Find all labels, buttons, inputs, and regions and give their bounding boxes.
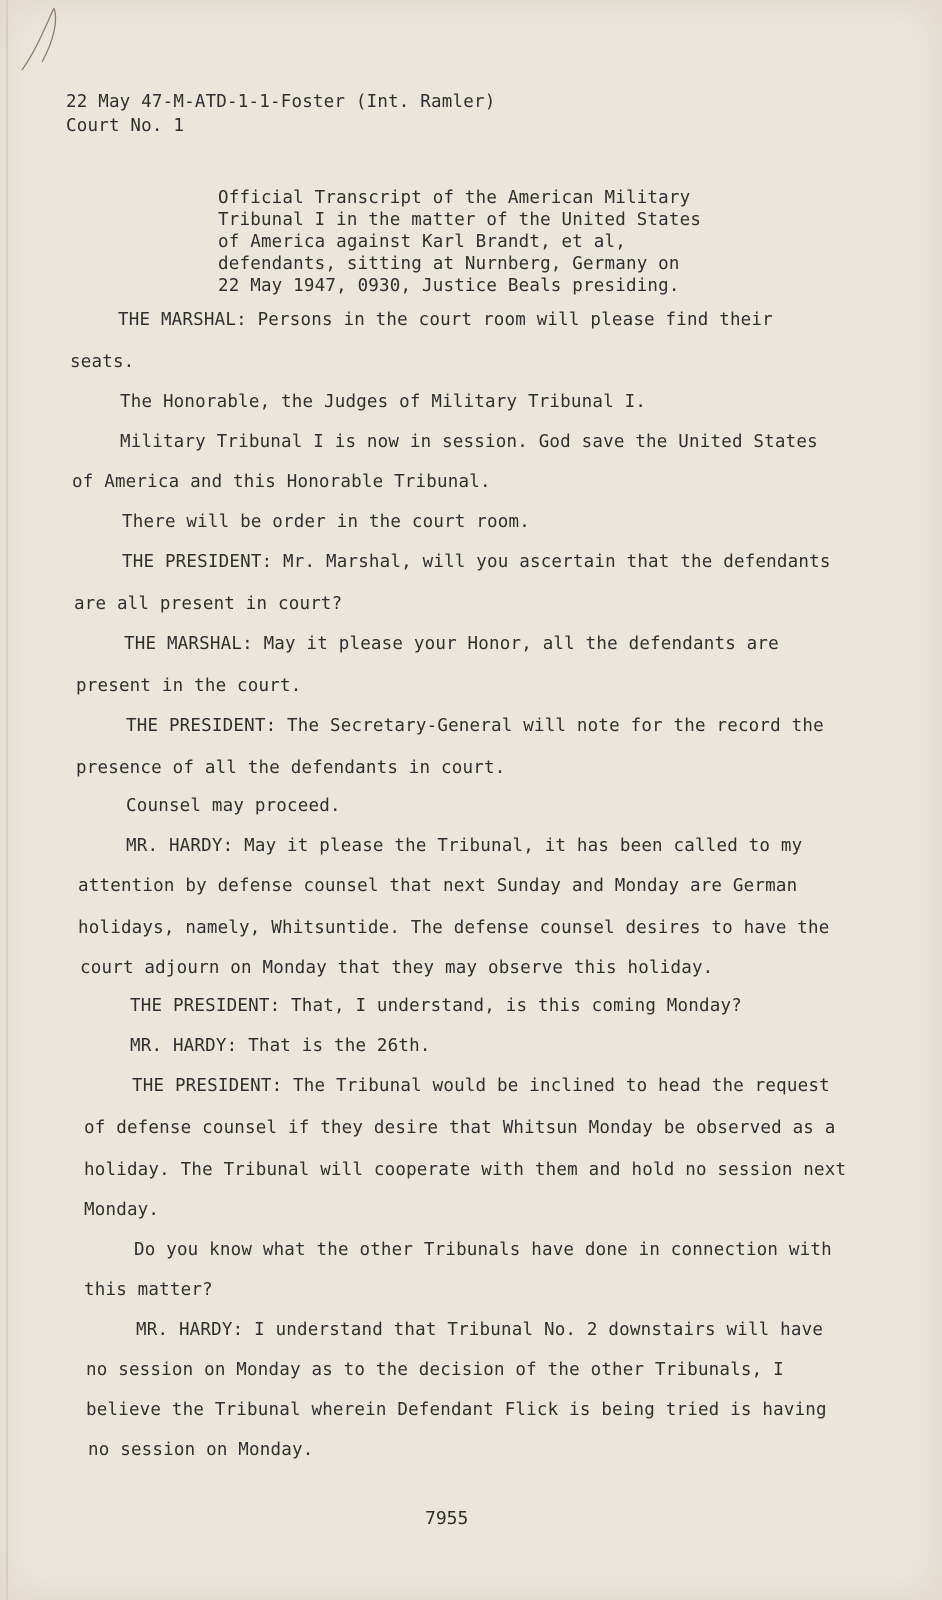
transcript-line: THE MARSHAL: May it please your Honor, all the defendants are <box>124 634 779 654</box>
transcript-line: THE PRESIDENT: Mr. Marshal, will you ascertain that the defendants <box>122 552 831 572</box>
header-court: Court No. 1 <box>66 116 185 136</box>
transcript-line: holidays, namely, Whitsuntide. The defense counsel desires to have the <box>78 918 830 938</box>
transcript-line: no session on Monday. <box>88 1440 314 1460</box>
intro-line: Official Transcript of the American Military <box>218 188 691 208</box>
transcript-line: holiday. The Tribunal will cooperate with them and hold no session next <box>84 1160 847 1180</box>
intro-line: 22 May 1947, 0930, Justice Beals presiding. <box>218 276 680 296</box>
intro-line: defendants, sitting at Nurnberg, Germany on <box>218 254 680 274</box>
transcript-line: seats. <box>70 352 135 372</box>
transcript-line: Counsel may proceed. <box>126 796 341 816</box>
transcript-line: present in the court. <box>76 676 302 696</box>
transcript-line: are all present in court? <box>74 594 343 614</box>
transcript-line: Monday. <box>84 1200 160 1220</box>
transcript-line: THE PRESIDENT: The Secretary-General will note for the record the <box>126 716 824 736</box>
intro-line: of America against Karl Brandt, et al, <box>218 232 626 252</box>
transcript-line: of defense counsel if they desire that Whitsun Monday be observed as a <box>84 1118 836 1138</box>
transcript-line: court adjourn on Monday that they may observe this holiday. <box>80 958 714 978</box>
transcript-line: of America and this Honorable Tribunal. <box>72 472 491 492</box>
handwritten-mark <box>14 0 84 80</box>
page-edge <box>6 0 8 1600</box>
transcript-line: no session on Monday as to the decision of the other Tribunals, I <box>86 1360 784 1380</box>
transcript-line: The Honorable, the Judges of Military Tribunal I. <box>120 392 647 412</box>
transcript-line: THE PRESIDENT: That, I understand, is this coming Monday? <box>130 996 742 1016</box>
transcript-line: believe the Tribunal wherein Defendant Flick is being tried is having <box>86 1400 827 1420</box>
transcript-line: presence of all the defendants in court. <box>76 758 506 778</box>
transcript-line: THE PRESIDENT: The Tribunal would be inclined to head the request <box>132 1076 830 1096</box>
transcript-line: There will be order in the court room. <box>122 512 530 532</box>
transcript-line: attention by defense counsel that next Sunday and Monday are German <box>78 876 798 896</box>
transcript-line: MR. HARDY: I understand that Tribunal No. 2 downstairs will have <box>136 1320 824 1340</box>
transcript-line: MR. HARDY: May it please the Tribunal, it has been called to my <box>126 836 803 856</box>
transcript-line: THE MARSHAL: Persons in the court room will please find their <box>118 310 773 330</box>
header-reference: 22 May 47-M-ATD-1-1-Foster (Int. Ramler) <box>66 92 496 112</box>
transcript-line: MR. HARDY: That is the 26th. <box>130 1036 431 1056</box>
transcript-line: Military Tribunal I is now in session. God save the United States <box>120 432 818 452</box>
intro-line: Tribunal I in the matter of the United States <box>218 210 702 230</box>
page-number: 7955 <box>425 1508 469 1529</box>
transcript-line: Do you know what the other Tribunals have done in connection with <box>134 1240 832 1260</box>
transcript-line: this matter? <box>84 1280 213 1300</box>
